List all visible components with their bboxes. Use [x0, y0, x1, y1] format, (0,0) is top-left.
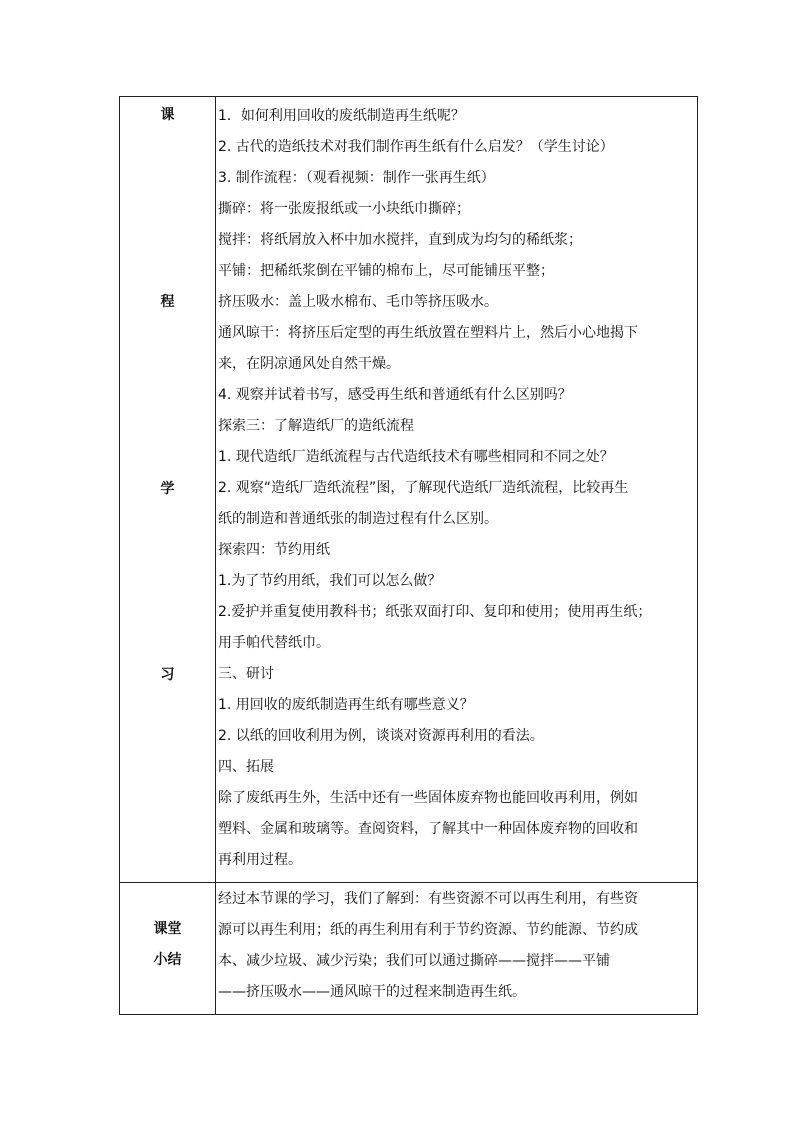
process-line: 通风晾干：将挤压后定型的再生纸放置在塑料片上，然后小心地揭下 — [218, 325, 638, 341]
process-line: 用手帕代替纸巾。 — [218, 635, 330, 651]
summary-label-line-2: 小结 — [153, 952, 182, 968]
process-line: 3. 制作流程：（观看视频：制作一张再生纸） — [218, 170, 495, 186]
process-line: 2. 古代的造纸技术对我们制作再生纸有什么启发？（学生讨论） — [218, 139, 614, 155]
summary-content-cell — [216, 883, 698, 1015]
process-line: 2. 观察“造纸厂造纸流程”图，了解现代造纸厂造纸流程，比较再生 — [218, 480, 629, 496]
process-line: 1. 现代造纸厂造纸流程与古代造纸技术有哪些相同和不同之处？ — [218, 449, 614, 465]
process-label-char-3: 学 — [160, 481, 175, 497]
process-line: 1. 用回收的废纸制造再生纸有哪些意义？ — [218, 697, 474, 713]
summary-label-line-1: 课堂 — [153, 921, 182, 937]
process-content-cell — [216, 97, 698, 883]
process-line: 2. 以纸的回收利用为例，谈谈对资源再利用的看法。 — [218, 728, 544, 744]
process-line: 再利用过程。 — [218, 852, 302, 868]
process-row — [120, 97, 698, 883]
summary-line: ——挤压吸水——通风晾干的过程来制造再生纸。 — [218, 984, 526, 1000]
summary-line: 源可以再生利用；纸的再生利用有利于节约资源、节约能源、节约成 — [218, 922, 638, 938]
process-label-char-2: 程 — [160, 294, 175, 310]
process-line: 撕碎：将一张废报纸或一小块纸巾撕碎； — [218, 201, 470, 217]
process-line: 平铺：把稀纸浆倒在平铺的棉布上，尽可能铺压平整； — [218, 263, 554, 279]
process-line: 4. 观察并试着书写，感受再生纸和普通纸有什么区别吗？ — [218, 387, 572, 403]
summary-line: 经过本节课的学习，我们了解到：有些资源不可以再生利用，有些资 — [218, 891, 638, 907]
process-line: 1.为了节约用纸，我们可以怎么做？ — [218, 573, 442, 589]
process-line: 三、研讨 — [218, 666, 274, 682]
process-line: 来，在阴凉通风处自然干燥。 — [218, 356, 400, 372]
process-line: 挤压吸水：盖上吸水棉布、毛巾等挤压吸水。 — [218, 294, 498, 310]
process-label-char-1: 课 — [160, 107, 175, 123]
summary-line: 本、减少垃圾、减少污染；我们可以通过撕碎——搅拌——平铺 — [218, 953, 610, 969]
process-line: 纸的制造和普通纸张的制造过程有什么区别。 — [218, 511, 498, 527]
process-line: 2.爱护并重复使用教科书；纸张双面打印、复印和使用；使用再生纸； — [218, 604, 652, 620]
lesson-table — [119, 96, 698, 1015]
process-line: 除了废纸再生外，生活中还有一些固体废弃物也能回收再利用，例如 — [218, 790, 638, 806]
process-line: 四、拓展 — [218, 759, 274, 775]
process-line: 探索四：节约用纸 — [218, 542, 330, 558]
process-line: 塑料、金属和玻璃等。查阅资料，了解其中一种固体废弃物的回收和 — [218, 821, 638, 837]
process-label-char-4: 习 — [160, 667, 175, 683]
lesson-sheet — [119, 96, 697, 1015]
process-line: 探索三：了解造纸厂的造纸流程 — [218, 418, 414, 434]
process-label-cell — [120, 97, 216, 883]
summary-label-cell — [120, 883, 216, 1015]
summary-row — [120, 883, 698, 1015]
process-line: 1．如何利用回收的废纸制造再生纸呢？ — [218, 108, 465, 124]
process-line: 搅拌：将纸屑放入杯中加水搅拌，直到成为均匀的稀纸浆； — [218, 232, 582, 248]
